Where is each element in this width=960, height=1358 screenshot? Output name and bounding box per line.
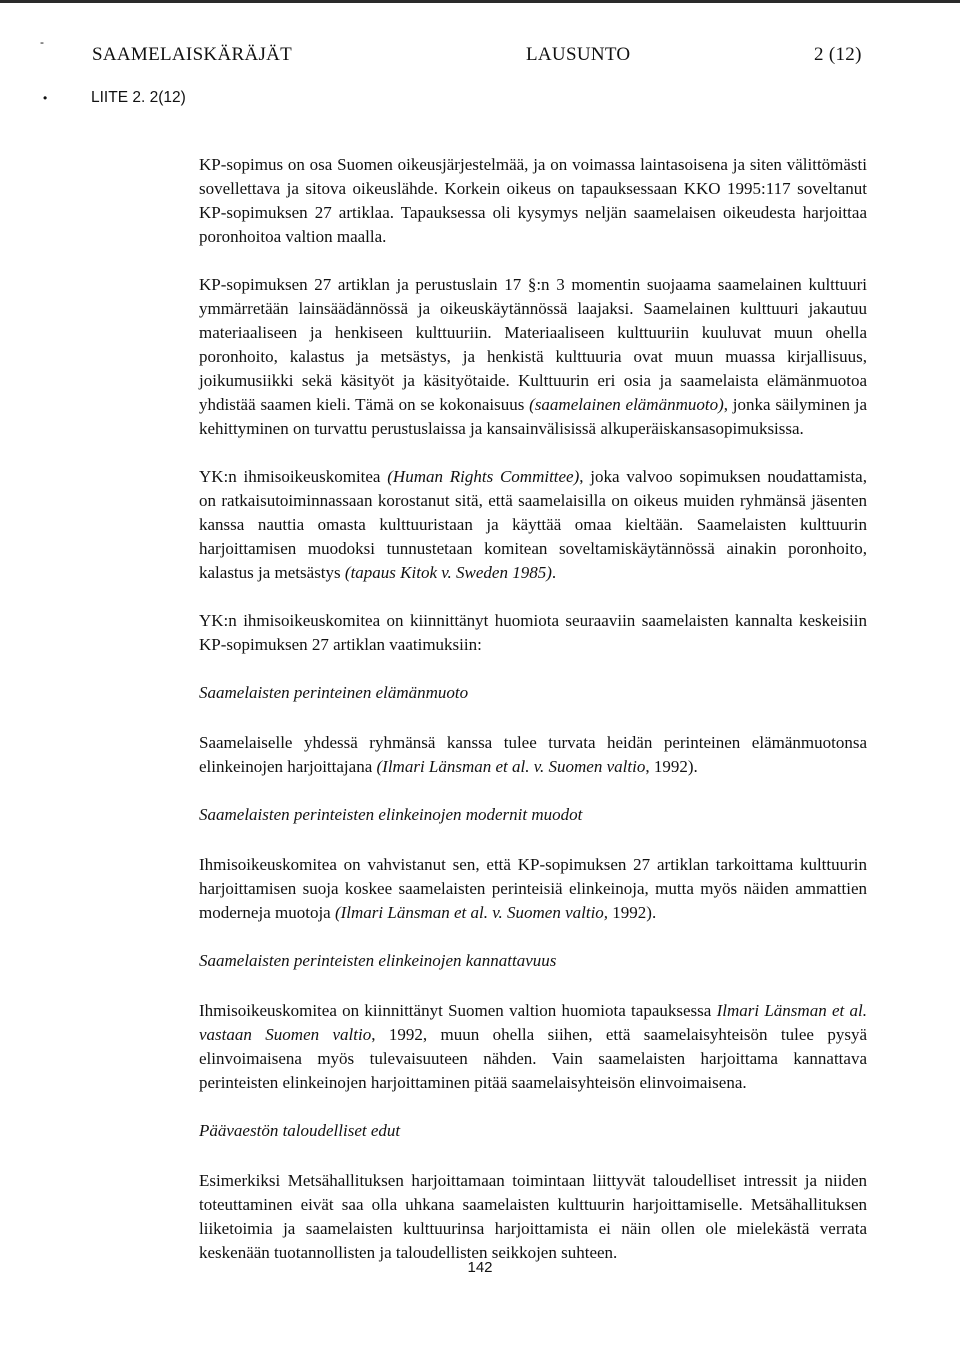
paragraph: YK:n ihmisoikeuskomitea on kiinnittänyt huomiota seuraaviin saamelaisten kannalta keskeisiin KP-sopimuksen 27 artiklan vaatimuksiin: bbox=[199, 611, 867, 654]
section-heading: Saamelaisten perinteisten elinkeinojen modernit muodot bbox=[199, 805, 583, 824]
paragraph: Ihmisoikeuskomitea on kiinnittänyt Suomen valtion huomiota tapauksessa Ilmari Länsman et al. vastaan Suomen valtio, 1992, muun ohella siihen, että saamelaisyhteisön tulee pysyä elinvoimaisena myös tulevaisuuteen nähden. Vain saamelaisten harjoittama kannattava perinteisten elinkeinojen harjoittaminen pitää saamelaisyhteisön elinvoimaisena. bbox=[199, 1001, 868, 1092]
section-heading: Saamelaisten perinteinen elämänmuoto bbox=[199, 683, 469, 702]
paragraph: KP-sopimus on osa Suomen oikeusjärjestelmää, ja on voimassa laintasoisena ja siten välittömästi sovellettava ja sitova oikeuslähde. Korkein oikeus on tapauksessaan KKO 1995:117 soveltanut KP-sopimuksen 27 artiklaa. Tapauksessa oli kysymys neljän saamelaisen oikeudesta harjoittaa poronhoitoa valtion maalla. bbox=[199, 155, 867, 246]
paragraph: Esimerkiksi Metsähallituksen harjoittamaan toimintaan liittyvät taloudelliset intressit ja niiden toteuttaminen eivät saa olla uhkana saamelaisten kulttuurin harjoittamiselle. Metsähallituksen liiketoimia ja saamelaisten kulttuurinsa harjoittamista ei näin ollen ole mielekästä verrata keskenään tuotannollisten ja taloudellisten seikkojen suhteen. bbox=[199, 1171, 867, 1262]
section-heading: Saamelaisten perinteisten elinkeinojen kannattavuus bbox=[199, 951, 557, 970]
paragraph: KP-sopimuksen 27 artiklan ja perustuslain 17 §:n 3 momentin suojaama saamelainen kulttuuri ymmärretään lainsäädännössä ja oikeuskäytännössä laajaksi. Saamelainen kulttuuri jakautuu materiaaliseen ja henkiseen kulttuuriin. Materiaaliseen kulttuuriin kuuluvat muun ohella poronhoito, kalastus ja metsästys, ja henkistä kulttuuria ovat muun muassa kirjallisuus, joikumusiikki sekä käsityöt ja käsityötaide. Kulttuurin eri osia ja saamelaista elämänmuotoa yhdistää saamen kieli. Tämä on se kokonaisuus (saamelainen elämänmuoto), jonka säilyminen ja kehittyminen on turvattu perustuslaissa ja kansainvälisissä alkuperäiskansasopimuksissa. bbox=[199, 275, 867, 438]
header-page-indicator: 2 (12) bbox=[814, 44, 862, 65]
attachment-label: LIITE 2. 2(12) bbox=[91, 89, 186, 106]
paragraph: YK:n ihmisoikeuskomitea (Human Rights Committee), joka valvoo sopimuksen noudattamista, on ratkaisutoiminnassaan korostanut sitä, että saamelaisilla on oikeus muiden ryhmänsä jäsenten kanssa nauttia omasta kulttuuristaan ja käyttää omaa kieltään. Saamelaisten kulttuurin harjoittamisen muodoksi tunnustetaan komitean soveltamiskäytännössä ainakin poronhoito, kalastus ja metsästys (tapaus Kitok v. Sweden 1985). bbox=[199, 467, 867, 582]
page-number: 142 bbox=[467, 1259, 493, 1276]
document-body bbox=[199, 153, 867, 1265]
section-heading: Päävaestön taloudelliset edut bbox=[199, 1121, 401, 1140]
paragraph: Ihmisoikeuskomitea on vahvistanut sen, että KP-sopimuksen 27 artiklan tarkoittama kulttuurin harjoittamisen suoja koskee saamelaisten perinteisiä elinkeinoja, mutta myös näiden ammattien moderneja muotoja (Ilmari Länsman et al. v. Suomen valtio, 1992). bbox=[199, 855, 867, 922]
paragraph: Saamelaiselle yhdessä ryhmänsä kanssa tulee turvata heidän perinteinen elämänmuotonsa elinkeinojen harjoittajana (Ilmari Länsman et al. v. Suomen valtio, 1992). bbox=[199, 733, 867, 776]
page-top-border bbox=[0, 0, 960, 3]
margin-mark: - bbox=[40, 35, 44, 49]
margin-bullet: • bbox=[43, 91, 48, 105]
header-document-type: LAUSUNTO bbox=[526, 44, 631, 65]
header-organization: SAAMELAISKÄRÄJÄT bbox=[92, 44, 293, 65]
